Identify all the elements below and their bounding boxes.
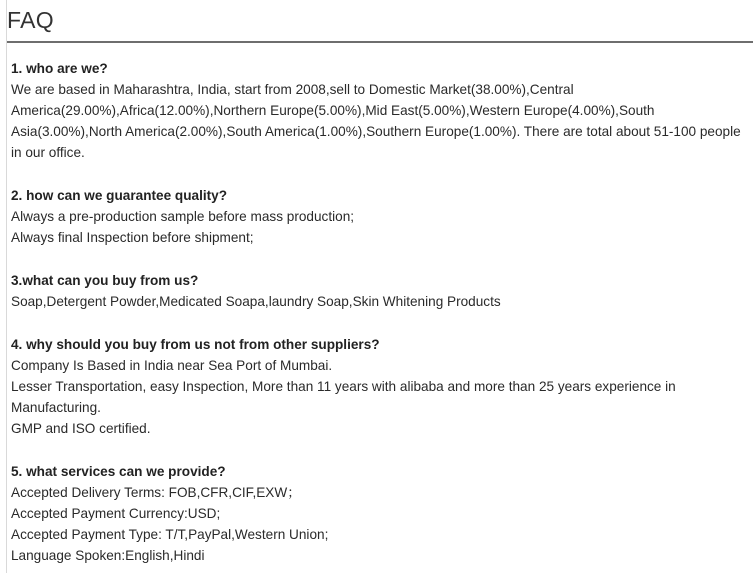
- page-title: FAQ: [7, 7, 54, 33]
- faq-answer-line: GMP and ISO certified.: [11, 421, 151, 436]
- faq-content: [11, 58, 751, 588]
- faq-answer-line: Always a pre-production sample before mass production;: [11, 209, 355, 224]
- faq-item-products: [11, 270, 751, 312]
- faq-question: 4. why should you buy from us not from other suppliers?: [11, 337, 380, 352]
- faq-item-services: [11, 461, 751, 566]
- faq-answer-line: Accepted Delivery Terms: FOB,CFR,CIF,EXW；: [11, 485, 301, 500]
- faq-answer-line: Soap,Detergent Powder,Medicated Soapa,laundry Soap,Skin Whitening Products: [11, 294, 501, 309]
- faq-answer-line: Always final Inspection before shipment;: [11, 230, 254, 245]
- faq-item-who-are-we: [11, 58, 751, 163]
- faq-answer-line: Company Is Based in India near Sea Port of Mumbai.: [11, 358, 333, 373]
- faq-question: 3.what can you buy from us?: [11, 273, 199, 288]
- faq-question: 2. how can we guarantee quality?: [11, 188, 228, 203]
- faq-item-why-us: [11, 334, 751, 439]
- faq-answer-line: Lesser Transportation, easy Inspection, More than 11 years with alibaba and more than 25 years experience in Manufacturing.: [11, 379, 676, 415]
- faq-question: 5. what services can we provide?: [11, 464, 226, 479]
- faq-question: 1. who are we?: [11, 61, 108, 76]
- faq-panel: [6, 0, 753, 573]
- faq-header: [7, 0, 753, 43]
- faq-item-quality: [11, 185, 751, 248]
- faq-answer-line: Accepted Payment Currency:USD;: [11, 506, 221, 521]
- faq-answer-line: Accepted Payment Type: T/T,PayPal,Western Union;: [11, 527, 329, 542]
- faq-answer-line: Language Spoken:English,Hindi: [11, 548, 205, 563]
- faq-answer-line: We are based in Maharashtra, India, start from 2008,sell to Domestic Market(38.00%),Central America(29.00%),Africa(12.00%),Northern Europe(5.00%),Mid East(5.00%),Western Europe(4.00%),South Asia(3.00%),North America(2.00%),South America(1.00%),Southern Europe(1.00%). There are total about 51-100 people in our office.: [11, 82, 741, 160]
